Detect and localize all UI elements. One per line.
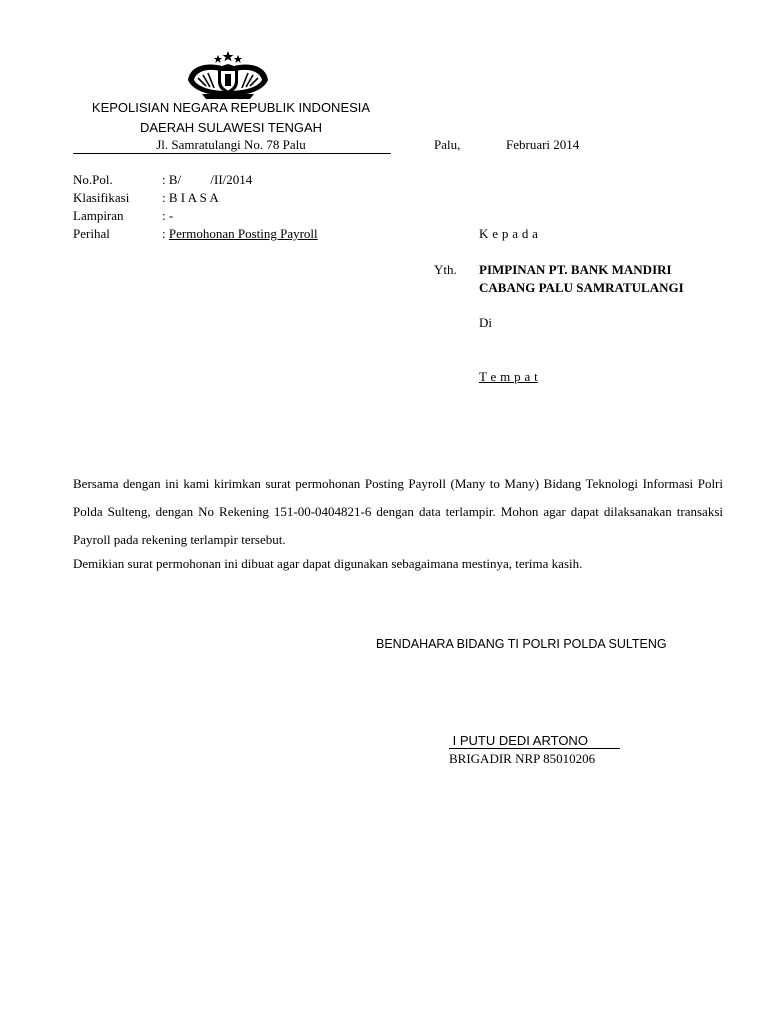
recipient-yth: Yth.: [434, 262, 457, 277]
recipient-di: Di: [479, 315, 492, 330]
meta-label-nopol: No.Pol.: [73, 172, 113, 187]
recipient-kepada: K e p a d a: [479, 226, 539, 241]
meta-value-nopol: : B/ /II/2014: [162, 172, 253, 187]
signature-underline: [449, 748, 620, 749]
perihal-colon: :: [162, 226, 169, 241]
meta-label-klasifikasi: Klasifikasi: [73, 190, 130, 205]
signature-rank: BRIGADIR NRP 85010206: [449, 751, 596, 766]
perihal-subject: Permohonan Posting Payroll: [168, 226, 318, 241]
meta-value-perihal: [162, 226, 318, 242]
body-paragraph-1: Bersama dengan ini kami kirimkan surat permohonan Posting Payroll (Many to Many) Bidang Teknologi Informasi Polri Polda Sulteng, dengan No Rekening 151-00-0404821-6 dengan data terlampir. Mohon agar dapat dilaksanakan transaksi Payroll pada rekening terlampir tersebut.: [73, 476, 723, 547]
letterhead-divider: [73, 153, 391, 154]
org-name: KEPOLISIAN NEGARA REPUBLIK INDONESIA: [91, 100, 371, 115]
signature-name: I PUTU DEDI ARTONO: [449, 733, 588, 748]
recipient-name-line1: PIMPINAN PT. BANK MANDIRI: [479, 262, 672, 277]
meta-label-lampiran: Lampiran: [73, 208, 124, 223]
police-emblem-icon: [184, 50, 272, 100]
recipient-tempat: T e m p a t: [479, 369, 539, 384]
body-paragraph-2: Demikian surat permohonan ini dibuat agar dapat digunakan sebagaimana mestinya, terima kasih.: [73, 556, 583, 571]
org-address: Jl. Samratulangi No. 78 Palu: [156, 137, 306, 152]
meta-value-klasifikasi: : B I A S A: [162, 190, 219, 205]
recipient-name-line2: CABANG PALU SAMRATULANGI: [479, 280, 684, 295]
meta-label-perihal: Perihal: [73, 226, 110, 241]
signature-title: BENDAHARA BIDANG TI POLRI POLDA SULTENG: [376, 637, 667, 651]
date-city: Palu,: [434, 137, 461, 152]
date-month-year: Februari 2014: [506, 137, 580, 152]
meta-value-lampiran: : -: [162, 208, 174, 223]
org-region: DAERAH SULAWESI TENGAH: [139, 120, 323, 135]
